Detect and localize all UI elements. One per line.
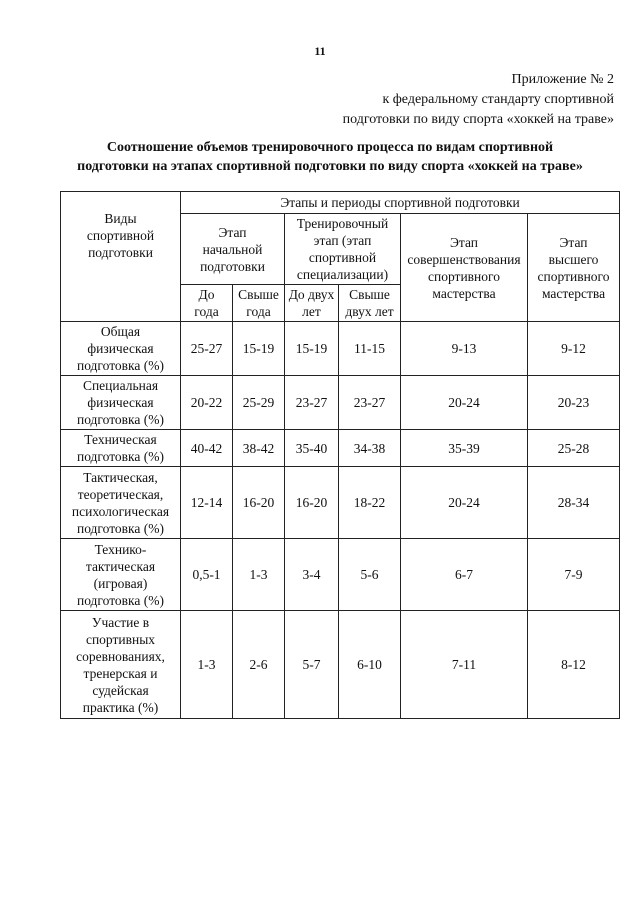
cell-value: 6-10: [339, 611, 401, 719]
header-sub-line: лет: [302, 304, 321, 319]
row-label-line: Техническая: [84, 432, 157, 447]
cell-value: 16-20: [285, 467, 339, 539]
cell-value: 2-6: [233, 611, 285, 719]
header-stage-initial-line: Этап: [218, 224, 247, 240]
header-sport-types-line: спортивной: [86, 228, 155, 243]
title-line-1: Соотношение объемов тренировочного процесса по видам спортивной: [106, 140, 554, 155]
header-sport-types-line: Виды: [104, 211, 137, 226]
row-label: [61, 430, 181, 467]
cell-value: 35-39: [401, 430, 528, 467]
cell-value: 28-34: [528, 467, 620, 539]
header-sub-upto-two: [285, 285, 339, 322]
header-stage-training-line: специализации): [296, 267, 389, 282]
header-stage-higher-line: спортивного: [537, 268, 610, 284]
row-label-line: подготовка (%): [76, 412, 165, 427]
row-label-line: подготовка (%): [76, 449, 165, 464]
header-sub-line: двух лет: [345, 304, 394, 319]
header-periods: Этапы и периоды спортивной подготовки: [181, 192, 620, 214]
row-label-line: тренерская и: [83, 665, 158, 681]
cell-value: 35-40: [285, 430, 339, 467]
header-stage-initial-line: начальной: [202, 241, 263, 257]
header-stage-higher-line: Этап: [559, 234, 588, 250]
document-title: [40, 138, 620, 176]
cell-value: 12-14: [181, 467, 233, 539]
header-stage-training-line: этап (этап: [313, 233, 372, 248]
cell-value: 20-24: [401, 376, 528, 430]
cell-value: 3-4: [285, 539, 339, 611]
row-label-line: Технико-: [94, 541, 147, 557]
cell-value: 18-22: [339, 467, 401, 539]
cell-value: 7-9: [528, 539, 620, 611]
cell-value: 20-22: [181, 376, 233, 430]
header-sub-line: До: [198, 287, 215, 302]
row-label-line: Специальная: [82, 378, 159, 393]
table-row: [61, 539, 620, 611]
cell-value: 20-24: [401, 467, 528, 539]
appendix-line-3: подготовки по виду спорта «хоккей на траве»: [342, 112, 614, 127]
header-sub-line: года: [246, 304, 271, 319]
table-row: [61, 376, 620, 430]
table-row: [61, 322, 620, 376]
cell-value: 7-11: [401, 611, 528, 719]
header-stage-initial: [181, 214, 285, 285]
row-label-line: (игровая): [93, 575, 148, 591]
table-row: [61, 611, 620, 719]
row-label-line: психологическая: [71, 503, 170, 519]
cell-value: 11-15: [339, 322, 401, 376]
header-sub-over-year: [233, 285, 285, 322]
header-sport-types-line: подготовки: [88, 245, 153, 260]
cell-value: 25-28: [528, 430, 620, 467]
header-sub-upto-year: [181, 285, 233, 322]
cell-value: 9-13: [401, 322, 528, 376]
header-stage-initial-line: подготовки: [200, 258, 265, 274]
row-label-line: Участие в: [91, 614, 150, 630]
header-sub-line: Свыше: [349, 287, 390, 302]
header-stage-higher: [528, 214, 620, 322]
cell-value: 15-19: [233, 322, 285, 376]
row-label-line: подготовка (%): [76, 520, 165, 536]
header-stage-higher-line: мастерства: [541, 285, 606, 301]
table-row: [61, 430, 620, 467]
cell-value: 15-19: [285, 322, 339, 376]
cell-value: 0,5-1: [181, 539, 233, 611]
cell-value: 34-38: [339, 430, 401, 467]
cell-value: 38-42: [233, 430, 285, 467]
cell-value: 6-7: [401, 539, 528, 611]
cell-value: 23-27: [285, 376, 339, 430]
header-sub-over-two: [339, 285, 401, 322]
row-label-line: спортивных: [85, 631, 156, 647]
cell-value: 23-27: [339, 376, 401, 430]
row-label-line: тактическая: [85, 558, 156, 574]
appendix-line-1: Приложение № 2: [511, 72, 614, 87]
row-label: [61, 611, 181, 719]
header-stage-training: [285, 214, 401, 285]
page-number: 11: [314, 44, 326, 58]
row-label-line: физическая: [87, 395, 154, 410]
row-label: [61, 467, 181, 539]
header-stage-improvement-line: Этап: [449, 234, 478, 250]
title-line-2: подготовки на этапах спортивной подготовки по виду спорта «хоккей на траве»: [77, 159, 583, 174]
cell-value: 16-20: [233, 467, 285, 539]
cell-value: 5-6: [339, 539, 401, 611]
row-label: [61, 539, 181, 611]
cell-value: 20-23: [528, 376, 620, 430]
header-sport-types: [61, 192, 181, 322]
cell-value: 9-12: [528, 322, 620, 376]
header-stage-higher-line: высшего: [548, 251, 599, 267]
cell-value: 5-7: [285, 611, 339, 719]
row-label-line: теоретическая,: [77, 486, 164, 502]
header-stage-improvement-line: мастерства: [432, 285, 496, 301]
row-label-line: Тактическая,: [83, 469, 158, 485]
table-row: [61, 467, 620, 539]
training-ratio-table: [60, 191, 620, 719]
cell-value: 25-29: [233, 376, 285, 430]
row-label: [61, 376, 181, 430]
header-sub-line: года: [194, 304, 219, 319]
header-stage-training-line: Тренировочный: [296, 216, 389, 231]
header-row-1: [61, 192, 620, 214]
header-stage-improvement: [401, 214, 528, 322]
header-sub-line: До двух: [288, 287, 335, 302]
header-stage-improvement-line: спортивного: [428, 268, 500, 284]
row-label-line: подготовка (%): [76, 592, 165, 608]
row-label: [61, 322, 181, 376]
cell-value: 25-27: [181, 322, 233, 376]
row-label-line: практика (%): [82, 699, 159, 715]
appendix-header: [343, 70, 614, 130]
header-stage-improvement-line: совершенствования: [407, 251, 521, 267]
cell-value: 8-12: [528, 611, 620, 719]
row-label-line: подготовка (%): [76, 358, 165, 373]
header-stage-training-line: спортивной: [308, 250, 377, 265]
row-label-line: соревнованиях,: [76, 648, 165, 664]
row-label-line: Общая: [100, 324, 141, 339]
cell-value: 1-3: [181, 611, 233, 719]
cell-value: 40-42: [181, 430, 233, 467]
row-label-line: физическая: [87, 341, 154, 356]
cell-value: 1-3: [233, 539, 285, 611]
row-label-line: судейская: [92, 682, 149, 698]
header-sub-line: Свыше: [238, 287, 279, 302]
appendix-line-2: к федеральному стандарту спортивной: [382, 92, 614, 107]
